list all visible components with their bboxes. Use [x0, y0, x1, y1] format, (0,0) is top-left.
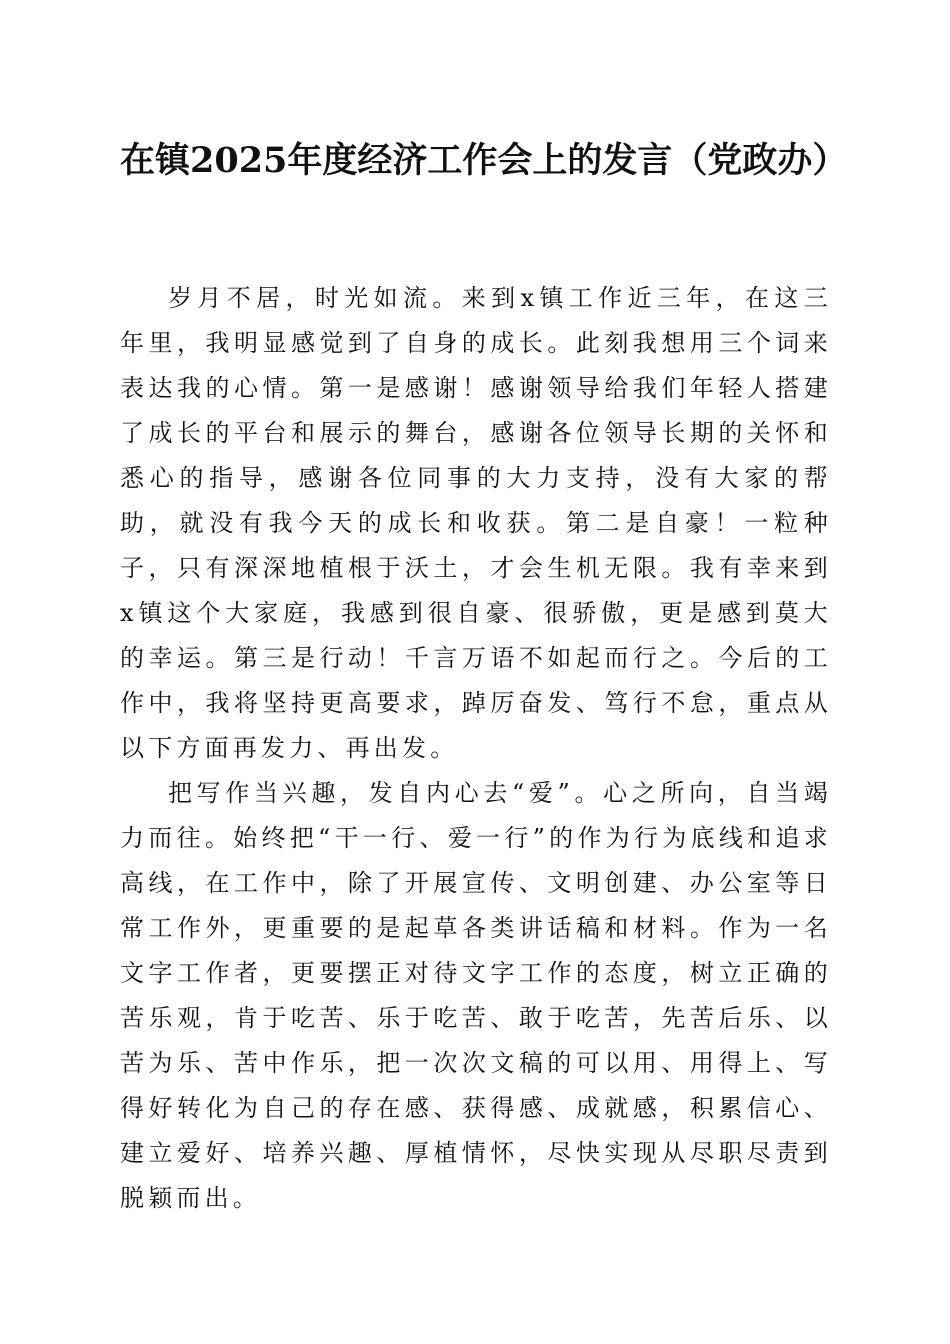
- document-body: [120, 276, 832, 1221]
- paragraph-2: 把写作当兴趣，发自内心去“爱”。心之所向，自当竭力而往。始终把“干一行、爱一行”的作为行为底线和追求高线，在工作中，除了开展宣传、文明创建、办公室等日常工作外，更重要的是起草各类讲话稿和材料。作为一名文字工作者，更要摆正对待文字工作的态度，树立正确的苦乐观，肯于吃苦、乐于吃苦、敢于吃苦，先苦后乐、以苦为乐、苦中作乐，把一次次文稿的可以用、用得上、写得好转化为自己的存在感、获得感、成就感，积累信心、建立爱好、培养兴趣、厚植情怀，尽快实现从尽职尽责到脱颖而出。: [120, 779, 832, 1212]
- document-title: 在镇2025年度经济工作会上的发言（党政办）: [120, 140, 848, 181]
- paragraph-1: 岁月不居，时光如流。来到x镇工作近三年，在这三年里，我明显感觉到了自身的成长。此刻我想用三个词来表达我的心情。第一是感谢！感谢领导给我们年轻人搭建了成长的平台和展示的舞台，感谢各位领导长期的关怀和悉心的指导，感谢各位同事的大力支持，没有大家的帮助，就没有我今天的成长和收获。第二是自豪！一粒种子，只有深深地植根于沃土，才会生机无限。我有幸来到x镇这个大家庭，我感到很自豪、很骄傲，更是感到莫大的幸运。第三是行动！千言万语不如起而行之。今后的工作中，我将坚持更高要求，踔厉奋发、笃行不怠，重点从以下方面再发力、再出发。: [120, 284, 832, 762]
